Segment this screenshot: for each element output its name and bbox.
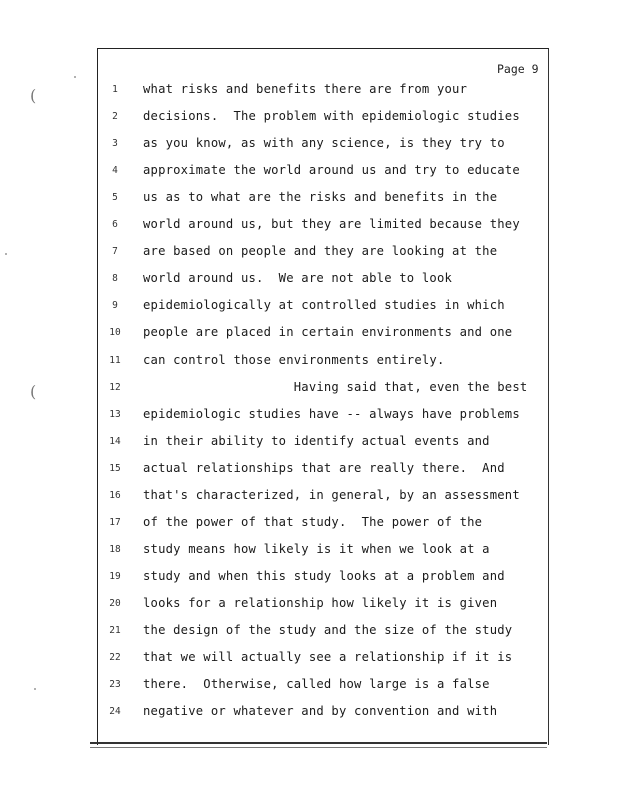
transcript-line: are based on people and they are looking at the <box>143 244 498 259</box>
line-number: 10 <box>109 327 121 339</box>
transcript-line: approximate the world around us and try to educate <box>143 163 520 178</box>
line-number: 21 <box>109 625 121 636</box>
line-number: 8 <box>112 273 118 285</box>
transcript-line: what risks and benefits there are from your <box>143 82 468 96</box>
transcript-line: study and when this study looks at a problem and <box>143 568 505 583</box>
transcript-line: us as to what are the risks and benefits in the <box>143 190 498 205</box>
transcript-line: people are placed in certain environments and one <box>143 325 513 340</box>
line-number: 3 <box>112 138 118 150</box>
transcript-line: world around us. We are not able to look <box>143 271 453 286</box>
transcript-line: actual relationships that are really there. And <box>143 460 505 475</box>
line-number: 18 <box>109 543 121 555</box>
transcript-line: in their ability to identify actual events and <box>143 433 490 448</box>
line-number: 11 <box>109 354 121 366</box>
transcript-line: study means how likely is it when we look at a <box>143 541 490 556</box>
transcript-line: negative or whatever and by convention and with <box>143 704 498 719</box>
bottom-rule-secondary <box>90 747 547 748</box>
transcript-line: that we will actually see a relationship if it is <box>143 650 513 665</box>
line-number: 16 <box>109 489 121 501</box>
transcript-line: epidemiologic studies have -- always have problems <box>143 406 520 421</box>
transcript-line: there. Otherwise, called how large is a false <box>143 677 490 692</box>
line-number: 13 <box>109 408 121 420</box>
line-number: 15 <box>109 462 121 474</box>
line-number: 24 <box>109 706 121 718</box>
transcript-line: as you know, as with any science, is they try to <box>143 136 505 151</box>
line-number: 12 <box>109 381 121 393</box>
margin-dot <box>34 688 36 690</box>
line-number: 17 <box>109 516 121 528</box>
transcript-line: of the power of that study. The power of the <box>143 514 483 529</box>
binding-mark-top: ( <box>30 86 37 105</box>
page-frame <box>97 48 549 745</box>
line-number: 19 <box>109 570 121 582</box>
line-number: 4 <box>112 165 118 177</box>
line-number: 9 <box>112 300 118 312</box>
transcript-line: decisions. The problem with epidemiologic studies <box>143 109 520 124</box>
transcript-line: world around us, but they are limited because they <box>143 217 520 232</box>
page-number: Page 9 <box>497 62 539 76</box>
line-number: 7 <box>112 246 118 258</box>
line-number: 14 <box>109 435 121 447</box>
transcript-line: Having said that, even the best <box>143 379 528 394</box>
line-number: 2 <box>112 111 118 123</box>
margin-dot <box>74 76 76 78</box>
line-number: 5 <box>112 192 118 204</box>
line-number: 20 <box>109 597 121 609</box>
transcript-line: looks for a relationship how likely it is given <box>143 595 498 610</box>
transcript-line: the design of the study and the size of the study <box>143 623 513 637</box>
bottom-rule <box>90 742 547 744</box>
transcript-line: can control those environments entirely. <box>143 352 445 367</box>
binding-mark-middle: ( <box>30 382 37 401</box>
line-number: 1 <box>112 84 118 95</box>
line-number: 23 <box>109 679 121 691</box>
line-number: 22 <box>109 652 121 664</box>
transcript-line: epidemiologically at controlled studies in which <box>143 298 505 313</box>
transcript-line: that's characterized, in general, by an assessment <box>143 487 520 502</box>
line-number: 6 <box>112 219 118 231</box>
margin-dot <box>5 253 7 255</box>
